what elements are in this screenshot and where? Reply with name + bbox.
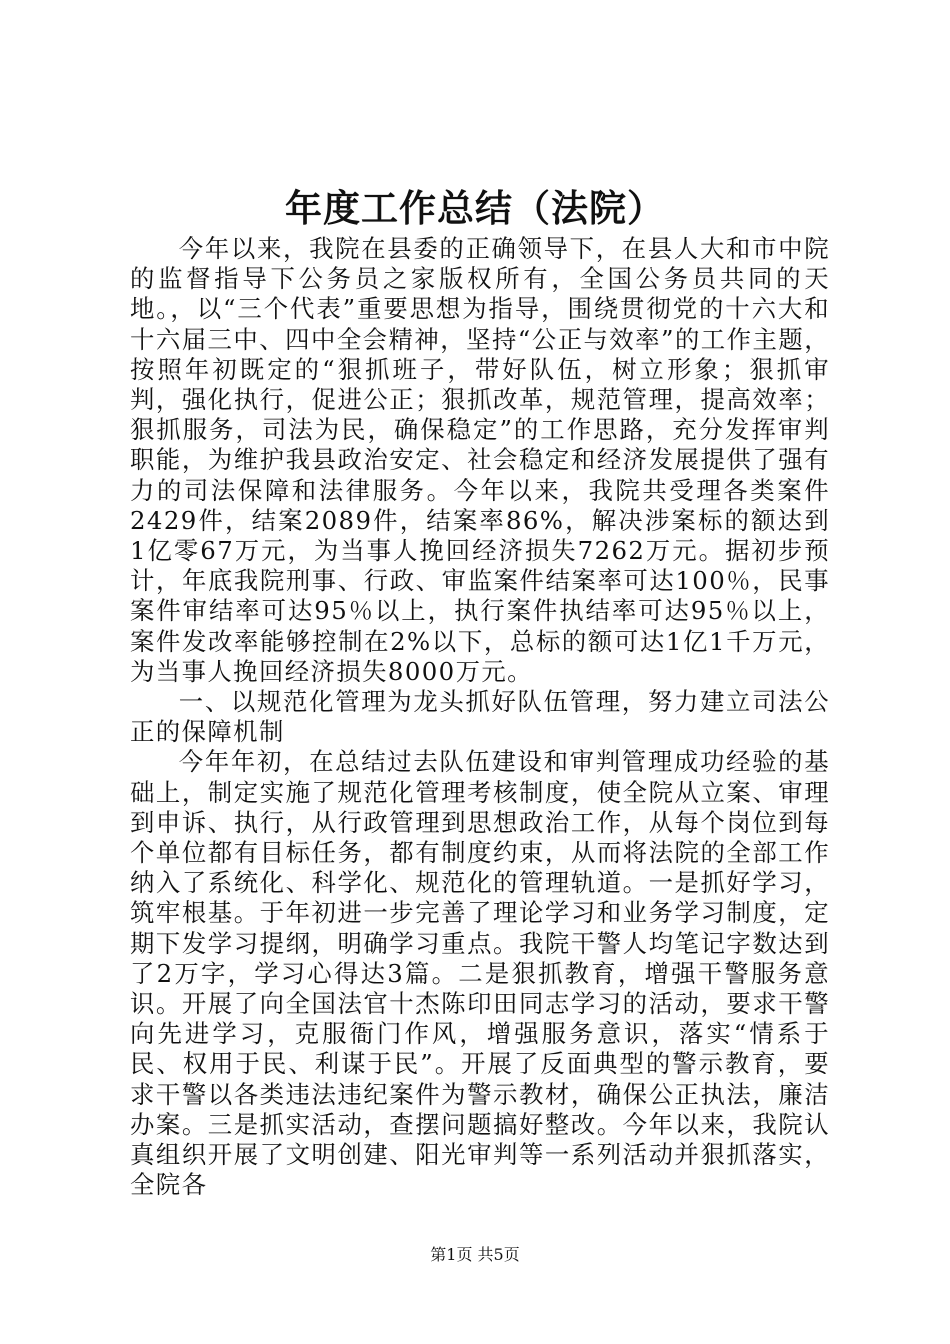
section-heading-paragraph: 一、以规范化管理为龙头抓好队伍管理，努力建立司法公正的保障机制 [130, 687, 830, 747]
intro-paragraph: 今年以来，我院在县委的正确领导下，在县人大和市中院的监督指导下公务员之家版权所有，全国公务员共同的天地。，以“三个代表”重要思想为指导，围绕贯彻党的十六大和十六届三中、四中全会精神，坚持“公正与效率”的工作主题，按照年初既定的“狠抓班子，带好队伍，树立形象；狠抓审判，强化执行，促进公正；狠抓改革，规范管理，提高效率；狠抓服务，司法为民，确保稳定”的工作思路，充分发挥审判职能，为维护我县政治安定、社会稳定和经济发展提供了强有力的司法保障和法律服务。今年以来，我院共受理各类案件2429件，结案2089件，结案率86%，解决涉案标的额达到1亿零67万元，为当事人挽回经济损失7262万元。据初步预计，年底我院刑事、行政、审监案件结案率可达100％，民事案件审结率可达95％以上，执行案件执结率可达95％以上，案件发改率能够控制在2%以下，总标的额可达1亿1千万元，为当事人挽回经济损失8000万元。 [130, 234, 830, 686]
document-body [130, 234, 830, 1201]
document-title: 年度工作总结（法院） [285, 186, 665, 230]
page-footer: 第1页 共5页 [430, 1245, 520, 1264]
body-paragraph: 今年年初，在总结过去队伍建设和审判管理成功经验的基础上，制定实施了规范化管理考核制度，使全院从立案、审理到申诉、执行，从行政管理到思想政治工作，从每个岗位到每个单位都有目标任务，都有制度约束，从而将法院的全部工作纳入了系统化、科学化、规范化的管理轨道。一是抓好学习，筑牢根基。于年初进一步完善了理论学习和业务学习制度，定期下发学习提纲，明确学习重点。我院干警人均笔记字数达到了2万字，学习心得达3篇。二是狠抓教育，增强干警服务意识。开展了向全国法官十杰陈印田同志学习的活动，要求干警向先进学习，克服衙门作风，增强服务意识，落实“情系于民、权用于民、利谋于民”。开展了反面典型的警示教育，要求干警以各类违法违纪案件为警示教材，确保公正执法，廉洁办案。三是抓实活动，查摆问题搞好整改。今年以来，我院认真组织开展了文明创建、阳光审判等一系列活动并狠抓落实，全院各 [130, 747, 830, 1200]
